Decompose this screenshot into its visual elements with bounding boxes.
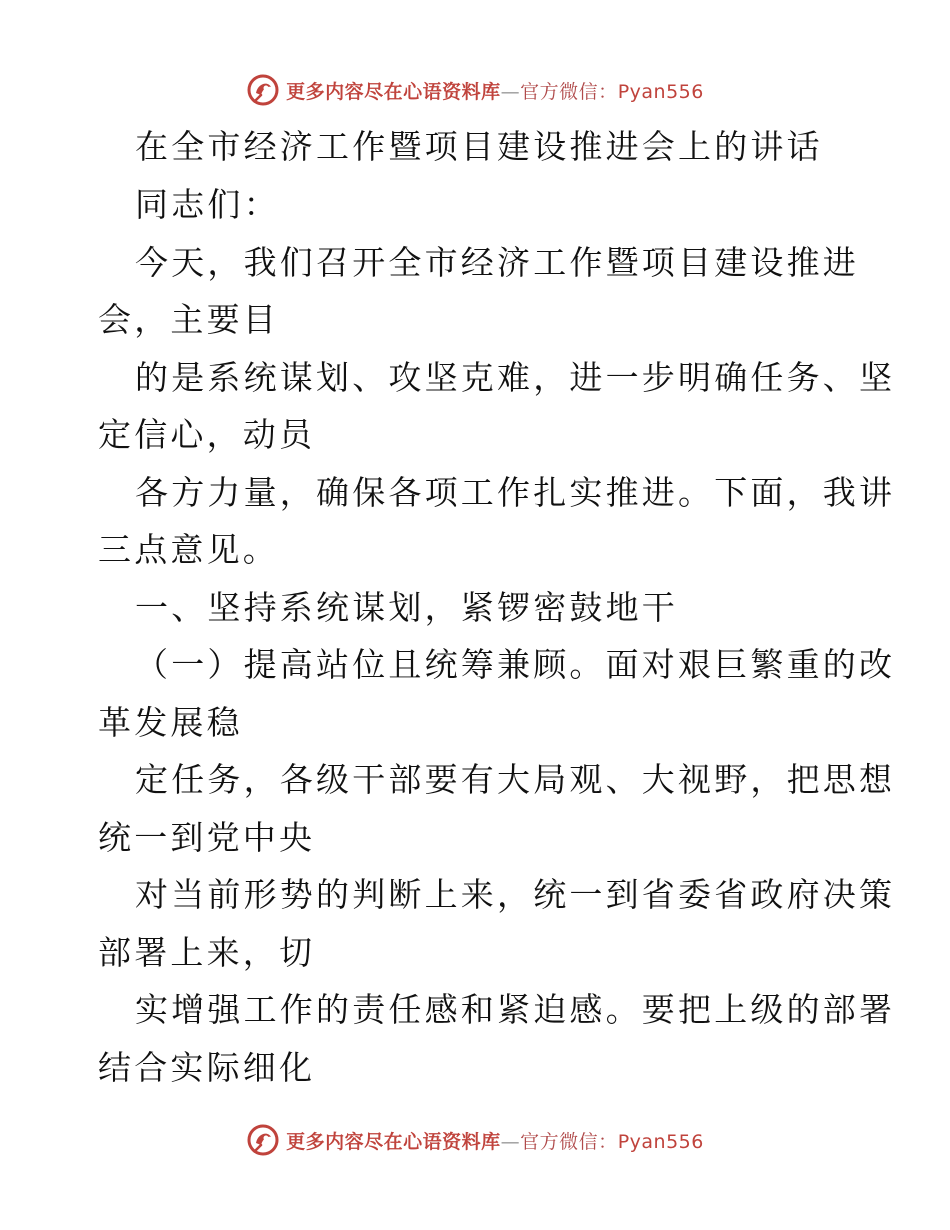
section-heading: 一、坚持系统谋划，紧锣密鼓地干 [135,588,678,627]
paragraph-line: 三点意见。 [98,530,279,569]
paragraph-line: 部署上来，切 [98,933,316,972]
banner-text [286,1127,704,1154]
paragraph-line: 统一到党中央 [98,818,316,857]
banner-dash: — [500,1130,521,1153]
footer-banner [0,1120,950,1160]
paragraph-line: 定信心，动员 [98,415,316,454]
banner-official-label: 官方微信： [520,1130,618,1153]
header-banner [0,70,950,110]
banner-wechat-id: Pyan556 [617,80,704,103]
paragraph-line: 结合实际细化 [98,1048,316,1087]
banner-dash: — [500,80,521,103]
rose-logo-icon [246,1123,280,1157]
banner-text [286,77,704,104]
document-title: 在全市经济工作暨项目建设推进会上的讲话 [135,127,823,166]
paragraph-line: 对当前形势的判断上来，统一到省委省政府决策 [135,875,896,914]
paragraph-line: 今天，我们召开全市经济工作暨项目建设推进 [135,243,859,282]
banner-wechat-id: Pyan556 [617,1130,704,1153]
paragraph-line: 实增强工作的责任感和紧迫感。要把上级的部署 [135,990,896,1029]
salutation: 同志们： [135,185,280,224]
banner-brand: 更多内容尽在心语资料库 [286,1130,501,1153]
paragraph-line: 各方力量，确保各项工作扎实推进。下面，我讲 [135,473,896,512]
banner-official-label: 官方微信： [520,80,618,103]
banner-brand: 更多内容尽在心语资料库 [286,80,501,103]
paragraph-line: 会，主要目 [98,300,279,339]
rose-logo-icon [246,73,280,107]
subsection-heading: （一）提高站位且统筹兼顾。面对艰巨繁重的改 [135,645,896,684]
paragraph-line: 革发展稳 [98,703,243,742]
paragraph-line: 的是系统谋划、攻坚克难，进一步明确任务、坚 [135,358,896,397]
paragraph-line: 定任务，各级干部要有大局观、大视野，把思想 [135,760,896,799]
